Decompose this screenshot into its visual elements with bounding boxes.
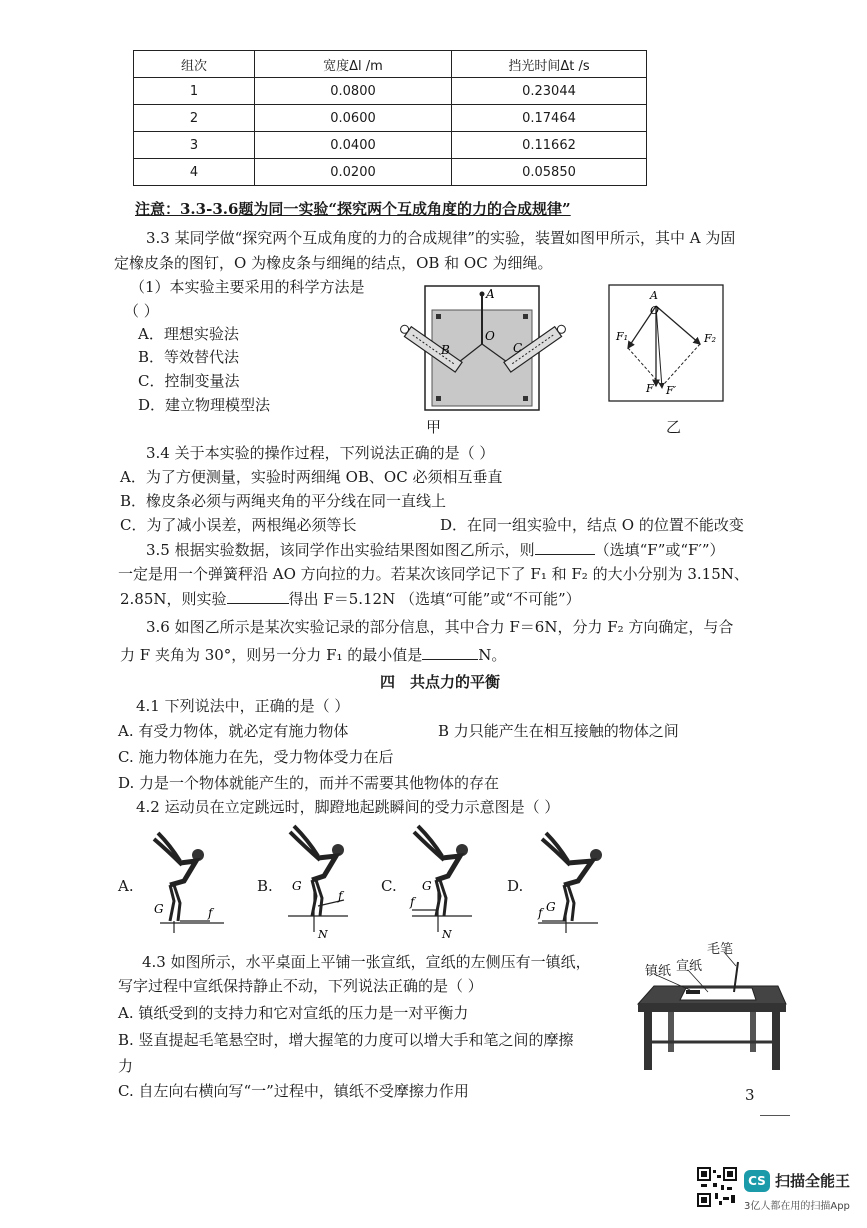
figure-yi-label: 乙 <box>666 418 682 436</box>
table-cell: 4 <box>134 159 255 186</box>
svg-text:B: B <box>441 343 450 357</box>
svg-text:C: C <box>513 341 523 355</box>
table-cell: 0.11662 <box>452 132 647 159</box>
q34-option-c: C．为了减小误差，两根绳必须等长 <box>120 516 357 534</box>
jumper-figure-b <box>278 820 368 940</box>
q42-label-a: A. <box>118 877 134 895</box>
table-cell: 0.0400 <box>255 132 452 159</box>
q43-option-a: A. 镇纸受到的支持力和它对宣纸的压力是一对平衡力 <box>118 1004 469 1022</box>
q36-line2 <box>120 645 506 665</box>
q36-line2-text: 力 F 夹角为 30°，则另一分力 F₁ 的最小值是 <box>120 646 423 664</box>
q43-line1: 4.3 如图所示，水平桌面上平铺一张宣纸，宣纸的左侧压有一镇纸， <box>142 953 591 971</box>
scanner-app-name: 扫描全能王 <box>775 1172 851 1190</box>
xuanzhi-label: 宣纸 <box>676 959 703 974</box>
table-cell: 0.23044 <box>452 78 647 105</box>
option-c: C．控制变量法 <box>138 372 240 390</box>
table-cell: 0.17464 <box>452 105 647 132</box>
q43-option-c: C. 自左向右横向写“一”过程中，镇纸不受摩擦力作用 <box>118 1082 469 1100</box>
q41-option-a: A. 有受力物体，就必定有施力物体 <box>118 722 349 740</box>
q41-option-c: C. 施力物体施力在先，受力物体受力在后 <box>118 748 394 766</box>
svg-text:G: G <box>292 879 302 893</box>
q35-line1 <box>146 540 725 560</box>
jumper-figure-d <box>528 825 618 937</box>
q42-label-c: C. <box>381 877 397 895</box>
svg-text:F′: F′ <box>666 384 677 397</box>
table-cell: 0.0600 <box>255 105 452 132</box>
figure-jia-label: 甲 <box>426 418 442 436</box>
table-cell: 0.0200 <box>255 159 452 186</box>
experiment-apparatus-figure <box>395 284 570 416</box>
note-text: 注意：3.3-3.6题为同一实验“探究两个互成角度的力的合成规律” <box>135 200 571 218</box>
table-row <box>134 159 647 186</box>
desk-figure <box>628 936 788 1076</box>
q43-option-b-line1: B. 竖直提起毛笔悬空时，增大握笔的力度可以增大手和笔之间的摩擦 <box>118 1031 574 1049</box>
table-cell: 2 <box>134 105 255 132</box>
q35-line1-text: 3.5 根据实验数据，该同学作出实验结果图如图乙所示，则 <box>146 541 535 559</box>
q42-label-d: D. <box>507 877 524 895</box>
svg-text:f: f <box>208 906 213 920</box>
q41-stem: 4.1 下列说法中，正确的是（ ） <box>136 697 350 715</box>
q42-label-b: B. <box>257 877 273 895</box>
svg-text:F₁: F₁ <box>616 330 629 343</box>
svg-text:G: G <box>154 902 164 916</box>
svg-text:G: G <box>546 900 556 914</box>
q34-option-b: B．橡皮条必须与两绳夹角的平分线在同一直线上 <box>120 492 447 510</box>
svg-text:f: f <box>410 895 415 909</box>
q34-option-d: D．在同一组实验中，结点 O 的位置不能改变 <box>440 516 744 534</box>
table-row <box>134 105 647 132</box>
option-d: D．建立物理模型法 <box>138 396 271 414</box>
svg-text:A: A <box>486 287 495 301</box>
table-header: 挡光时间Δt /s <box>452 51 647 78</box>
svg-text:N: N <box>318 928 328 940</box>
table-cell: 0.0800 <box>255 78 452 105</box>
q41-option-d: D. 力是一个物体就能产生的，而并不需要其他物体的存在 <box>118 774 500 792</box>
scanner-slogan: 3亿人都在用的扫描App <box>744 1201 850 1212</box>
table-header: 宽度Δl /m <box>255 51 452 78</box>
option-b: B．等效替代法 <box>138 348 240 366</box>
svg-text:N: N <box>442 928 452 940</box>
answer-paren: （ ） <box>124 302 159 320</box>
svg-text:O: O <box>650 304 660 317</box>
q33-stem-line1: 3.3 某同学做“探究两个互成角度的力的合成规律”的实验，装置如图甲所示，其中 A 为固 <box>146 229 736 247</box>
q35-line3 <box>120 589 581 609</box>
answer-blank[interactable] <box>422 659 478 660</box>
table-header: 组次 <box>134 51 255 78</box>
svg-text:A: A <box>650 289 658 302</box>
zhenzhi-label: 镇纸 <box>645 964 672 979</box>
svg-text:F: F <box>646 382 654 395</box>
q36-line1: 3.6 如图乙所示是某次实验记录的部分信息，其中合力 F＝6N，分力 F₂ 方向确定，与合 <box>146 618 734 636</box>
footer-divider <box>760 1115 790 1116</box>
svg-text:O: O <box>485 329 495 343</box>
jumper-figure-a <box>140 825 230 937</box>
force-diagram-figure <box>608 284 726 404</box>
q36-line2-unit: N。 <box>478 646 507 664</box>
table-row <box>134 78 647 105</box>
option-a: A．理想实验法 <box>138 325 239 343</box>
q35-line3-hint: 得出 F＝5.12N （选填“可能”或“不可能”） <box>288 590 581 608</box>
q33-stem-line2: 定橡皮条的图钉，O 为橡皮条与细绳的结点，OB 和 OC 为细绳。 <box>114 254 553 272</box>
q34-option-a: A．为了方便测量，实验时两细绳 OB、OC 必须相互垂直 <box>120 468 503 486</box>
page-number: 3 <box>745 1086 755 1104</box>
q33-sub1: （1）本实验主要采用的科学方法是 <box>130 278 365 296</box>
svg-text:F₂: F₂ <box>704 332 717 345</box>
table-cell: 0.05850 <box>452 159 647 186</box>
q34-stem: 3.4 关于本实验的操作过程，下列说法正确的是（ ） <box>146 444 495 462</box>
q35-line3-text: 2.85N，则实验 <box>120 590 227 608</box>
maobi-label: 毛笔 <box>707 942 734 957</box>
table-cell: 1 <box>134 78 255 105</box>
svg-text:f: f <box>338 889 343 903</box>
answer-blank[interactable] <box>535 554 595 555</box>
q41-option-b: B 力只能产生在相互接触的物体之间 <box>438 722 679 740</box>
q35-line1-hint: （选填“F”或“F′”） <box>594 541 725 559</box>
data-table <box>133 50 647 186</box>
camscanner-logo-icon: CS <box>744 1170 770 1192</box>
q43-option-b-line2: 力 <box>118 1057 134 1075</box>
qr-code-icon <box>697 1167 737 1207</box>
q35-line2: 一定是用一个弹簧秤沿 AO 方向拉的力。若某次该同学记下了 F₁ 和 F₂ 的大小分别为 3.15N、 <box>118 565 749 583</box>
svg-text:f: f <box>538 906 543 920</box>
q43-line2: 写字过程中宣纸保持静止不动，下列说法正确的是（ ） <box>118 977 483 995</box>
answer-blank[interactable] <box>227 603 289 604</box>
section-title: 四 共点力的平衡 <box>380 673 501 691</box>
jumper-figure-c <box>402 820 492 940</box>
table-row <box>134 132 647 159</box>
svg-text:G: G <box>422 879 432 893</box>
q42-stem: 4.2 运动员在立定跳远时，脚蹬地起跳瞬间的受力示意图是（ ） <box>136 798 560 816</box>
table-header-row <box>134 51 647 78</box>
table-cell: 3 <box>134 132 255 159</box>
